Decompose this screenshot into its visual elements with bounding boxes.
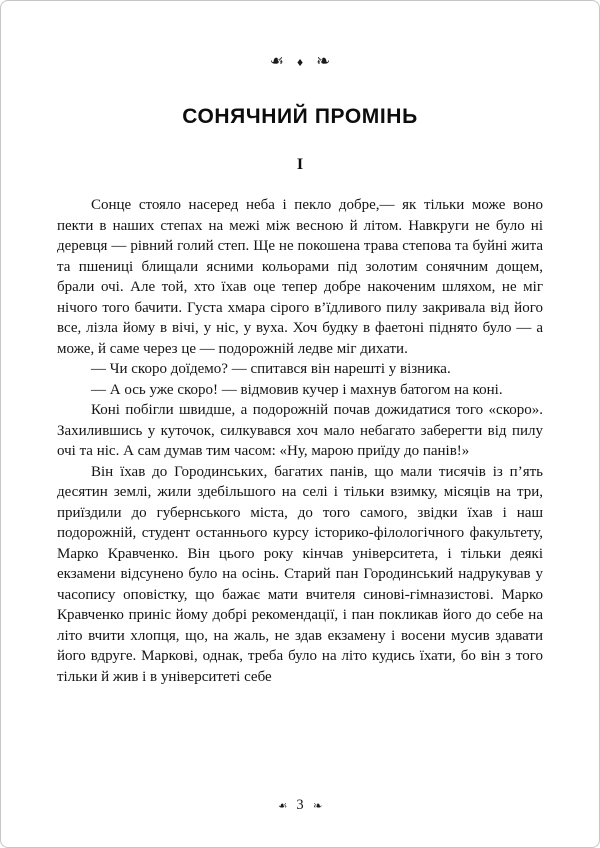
paragraph: — А ось уже скоро! — відмовив кучер і махнув батогом на коні. (91, 381, 503, 398)
paragraph: Коні побігли швидше, а подорожній почав дожидатися того «скоро». Захилившись у куточок, силкувався хоч мало небагато заберегти від пилу очі та ніс. А сам думав тим часом: «Ну, марою приїду до панів!» (57, 402, 543, 459)
chapter-numeral: I (296, 156, 304, 173)
page-number: 3 (296, 797, 304, 813)
page-footer (1, 797, 599, 814)
paragraph: Він їхав до Городинських, багатих панів, що мали тисячів із п’ять десятин землі, жили здебільшого на селі і тільки взимку, місяців на три, приїздили до губернського міста, до того самого, звідки їхав і наш подорожній, студент останнього курсу історико-філологічного факультету, Марко Кравченко. Він цього року кінчав університета, і тільки деякі екзамени відсунено було на осінь. Старий пан Городинський надрукував у часопису оповістку, що бажає мати вчителя синові-гімназистові. Марко Кравченко приніс йому добрі рекомендації, і пан покликав його до себе на літо вчити хлопця, що, на жаль, не здав екзамену і восени мусив здавати його вдруге. Маркові, однак, треба було на літо кудись їхати, бо він з того тільки й жив і в університеті себе (57, 463, 543, 685)
footer-fleuron-right-icon: ☙ (312, 800, 323, 812)
page-title: СОНЯЧНИЙ ПРОМІНЬ (182, 105, 418, 128)
diamond-icon: ♦ (296, 55, 304, 69)
paragraph: Сонце стояло насеред неба і пекло добре,— як тільки може воно пекти в наших степах на межі між весною й літом. Навкруги не було ні деревця — рівний голий степ. Ще не покошена трава степова та буйні жита та пшениці блищали ясними кольорами під золотим сонячним дощем, брали очі. Але той, хто їхав оце тепер добре накоченим шляхом, не міг нічого того бачити. Густа хмара сірого в’їдливого пилу закривала від його все, лізла йому в вічі, у ніс, у вуха. Хоч будку в фаетоні піднято було — а може, й саме через це — подорожній ледве міг дихати. (57, 197, 543, 357)
fleuron-left-icon: ☙ (269, 53, 284, 70)
header-ornament (1, 53, 599, 71)
body-text (57, 195, 543, 687)
footer-fleuron-left-icon: ☙ (277, 800, 288, 812)
fleuron-right-icon: ☙ (316, 53, 331, 70)
paragraph: — Чи скоро доїдемо? — спитався він нарешті у візника. (91, 361, 451, 377)
